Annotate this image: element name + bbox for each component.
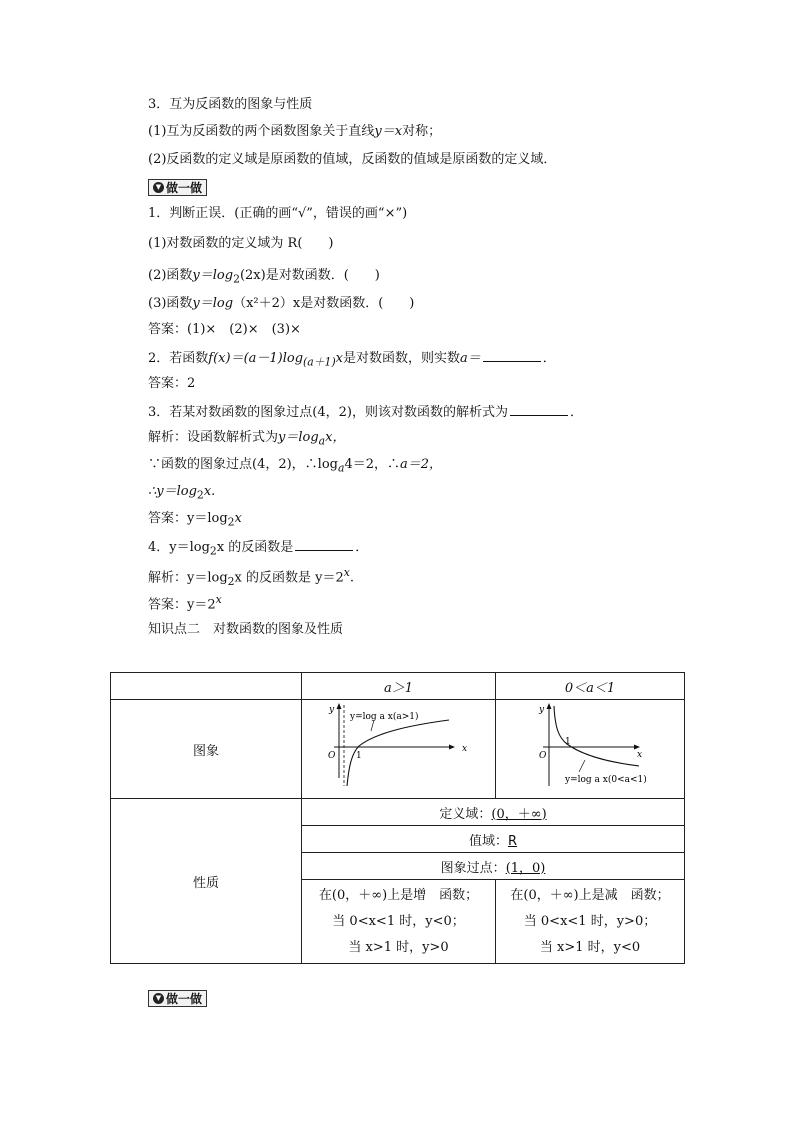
- log-curve: [554, 706, 639, 766]
- text: (2x): [239, 268, 266, 283]
- q4-jiexi: [148, 565, 354, 590]
- q1-title: 1．判断正误．(正确的画“√”，错误的画“×”): [148, 206, 408, 221]
- superscript: x: [215, 593, 222, 606]
- q4-text: [148, 538, 368, 560]
- q1-item3: [148, 296, 414, 312]
- superscript: x: [343, 566, 350, 579]
- text: ．: [569, 405, 583, 420]
- equation: f(x)＝(a－1)log: [208, 351, 304, 366]
- decreasing-log-graph: [497, 700, 683, 794]
- axis-x-label: x: [637, 750, 643, 760]
- knowledge-point-2-heading: 知识点二 对数函数的图象及性质: [148, 622, 344, 637]
- subscript: 2: [227, 574, 235, 588]
- equation: y＝log: [192, 268, 234, 283]
- text: .: [349, 570, 355, 586]
- col-header-a-lt-1: 0＜a＜1: [496, 673, 685, 700]
- range-row: [302, 826, 685, 853]
- section3-heading: 3．互为反函数的图象与性质: [148, 97, 313, 112]
- range-value: R: [508, 833, 518, 849]
- text: （x²＋2）x: [233, 296, 301, 311]
- point-row: [302, 853, 685, 880]
- text: 答案：y＝2: [148, 597, 216, 613]
- equation: y＝log: [192, 296, 234, 311]
- origin-label: O: [327, 751, 335, 761]
- equation: y＝x: [374, 124, 403, 139]
- text: ∵函数的图象过点(4，2)，∴log: [148, 457, 338, 472]
- monotonic-increasing: 在(0，＋∞)上是增 函数；: [318, 887, 479, 903]
- axis-x-label: x: [461, 744, 467, 754]
- answer-blank[interactable]: [295, 538, 353, 551]
- x-axis-arrow-icon: [634, 745, 640, 750]
- graph-cell-decreasing: [496, 700, 685, 799]
- range-label: 值域：: [468, 833, 508, 849]
- text: 是对数函数．( ): [300, 296, 415, 311]
- q2-text: [148, 349, 556, 371]
- q2-answer: 答案：2: [148, 376, 196, 391]
- variable: x，: [325, 430, 346, 445]
- log-function-table: [110, 672, 685, 964]
- q3-answer: [148, 511, 242, 531]
- text: x 的反函数是: [216, 540, 294, 555]
- text: 2．若函数: [148, 351, 209, 366]
- q1-item1: (1)对数函数的定义域为 R( ): [148, 236, 334, 251]
- text: 是对数函数．( ): [265, 268, 380, 283]
- domain-label: 定义域：: [439, 806, 492, 822]
- down-triangle-icon: ▼: [153, 993, 164, 1004]
- props-increasing: [302, 880, 496, 964]
- text: 是对数函数，则实数: [343, 351, 461, 366]
- q3-jiexi2: [148, 457, 442, 477]
- label-pointer: [579, 760, 585, 772]
- subscript: 2: [227, 515, 235, 529]
- text: ．: [542, 351, 556, 366]
- text: 解析：设函数解析式为: [148, 430, 279, 445]
- subscript: a: [318, 434, 326, 448]
- subscript: 2: [196, 488, 204, 502]
- log-curve: [347, 720, 449, 786]
- section3-line1: [148, 124, 441, 140]
- domain-value: (0，＋∞): [491, 806, 547, 822]
- q4-answer: [148, 592, 222, 613]
- axis-y-label: y: [328, 705, 334, 715]
- text: (3)函数: [148, 296, 193, 311]
- x-axis-arrow-icon: [449, 745, 455, 750]
- equation: ∴y＝log: [148, 484, 197, 499]
- increasing-log-graph: [304, 700, 494, 794]
- props-decreasing: [496, 880, 685, 964]
- monotonic-decreasing: 在(0，＋∞)上是减 函数；: [510, 887, 670, 903]
- sign-gt-1: 当 x>1 时，y<0: [539, 939, 641, 955]
- q3-jiexi1: [148, 430, 345, 450]
- text: ．: [355, 540, 369, 555]
- text: (2)函数: [148, 268, 193, 283]
- answer-blank[interactable]: [510, 403, 568, 416]
- y-axis-arrow-icon: [547, 703, 552, 709]
- text: 4．y＝log: [148, 540, 210, 555]
- tick-one-label: 1: [565, 737, 571, 747]
- variable: x: [335, 351, 344, 366]
- variable: x: [234, 511, 242, 526]
- equation: y＝log: [278, 430, 319, 445]
- subscript: a: [338, 461, 345, 475]
- equation: a＝2，: [400, 457, 443, 472]
- text: x 的反函数是 y＝2: [234, 570, 344, 586]
- text: 解析：y＝log: [148, 570, 228, 586]
- domain-row: [302, 799, 685, 826]
- sign-gt-1: 当 x>1 时，y>0: [348, 939, 449, 955]
- subscript: 2: [209, 544, 217, 558]
- text: 3．若某对数函数的图象过点(4，2)，则该对数函数的解析式为: [148, 405, 508, 420]
- sign-0-to-1: 当 0<x<1 时，y<0；: [332, 913, 465, 929]
- axis-y-label: y: [539, 705, 545, 715]
- text: 对称；: [402, 124, 442, 139]
- variable: x.: [203, 484, 216, 499]
- equation: a＝: [460, 351, 481, 366]
- q3-jiexi3: [148, 484, 215, 504]
- down-triangle-icon: ▼: [153, 182, 164, 193]
- col-header-a-gt-1: a＞1: [302, 673, 496, 700]
- section3-line2: (2)反函数的定义域是原函数的值域，反函数的值域是原函数的定义域．: [148, 152, 557, 167]
- row-label-properties: 性质: [111, 799, 302, 964]
- text: 4＝2，∴: [344, 457, 401, 472]
- text: 答案：y＝log: [148, 511, 228, 526]
- origin-label: O: [539, 751, 547, 761]
- sign-0-to-1: 当 0<x<1 时，y>0；: [523, 913, 657, 929]
- point-label: 图象过点：: [440, 860, 506, 876]
- q1-item2: [148, 268, 380, 288]
- practice-badge: [148, 179, 207, 196]
- graph-cell-increasing: [302, 700, 496, 799]
- q3-text: [148, 403, 583, 421]
- subscript: (a＋1): [303, 355, 336, 369]
- point-value: (1，0): [505, 860, 546, 876]
- curve-label: y=log a x(0<a<1): [565, 775, 647, 785]
- answer-blank[interactable]: [483, 349, 541, 362]
- tick-one-label: 1: [355, 751, 362, 761]
- practice-badge-2: [148, 990, 207, 1007]
- badge-label: 做一做: [166, 992, 203, 1006]
- text: (1)互为反函数的两个函数图象关于直线: [148, 124, 375, 139]
- q1-answer: 答案：(1)× (2)× (3)×: [148, 322, 301, 337]
- subscript: 2: [233, 272, 240, 286]
- y-axis-arrow-icon: [336, 703, 341, 709]
- curve-label: y=log a x(a>1): [349, 712, 419, 722]
- row-label-graph: 图象: [111, 700, 302, 799]
- badge-label: 做一做: [166, 181, 203, 195]
- table-corner: [111, 673, 302, 700]
